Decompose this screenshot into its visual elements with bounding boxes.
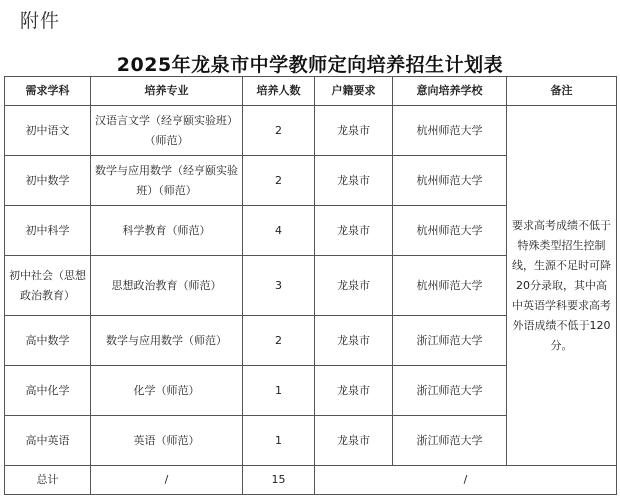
total-rest: /: [315, 466, 617, 495]
header-hukou: 户籍要求: [315, 77, 393, 106]
attachment-label: 附件: [20, 10, 61, 32]
cell-subject: 高中英语: [5, 416, 91, 466]
cell-subject: 初中科学: [5, 206, 91, 256]
cell-count: 4: [243, 206, 315, 256]
cell-hukou: 龙泉市: [315, 256, 393, 316]
cell-major: 数学与应用数学（师范）: [91, 316, 243, 366]
cell-school: 杭州师范大学: [393, 106, 507, 156]
cell-school: 杭州师范大学: [393, 206, 507, 256]
table-row: [5, 106, 617, 156]
cell-major: 数学与应用数学（经亨颐实验班）（师范）: [91, 156, 243, 206]
cell-count: 3: [243, 256, 315, 316]
total-major: /: [91, 466, 243, 495]
cell-count: 2: [243, 316, 315, 366]
cell-school: 浙江师范大学: [393, 416, 507, 466]
cell-count: 1: [243, 416, 315, 466]
header-note: 备注: [507, 77, 617, 106]
cell-subject: 高中数学: [5, 316, 91, 366]
total-label: 总计: [5, 466, 91, 495]
cell-hukou: 龙泉市: [315, 106, 393, 156]
enrollment-plan-table: [4, 76, 617, 495]
cell-school: 杭州师范大学: [393, 156, 507, 206]
cell-hukou: 龙泉市: [315, 416, 393, 466]
cell-major: 化学（师范）: [91, 366, 243, 416]
cell-subject: 初中语文: [5, 106, 91, 156]
cell-school: 浙江师范大学: [393, 366, 507, 416]
table-header-row: [5, 77, 617, 106]
cell-subject: 高中化学: [5, 366, 91, 416]
cell-count: 1: [243, 366, 315, 416]
header-count: 培养人数: [243, 77, 315, 106]
cell-hukou: 龙泉市: [315, 316, 393, 366]
cell-subject: 初中社会（思想政治教育）: [5, 256, 91, 316]
cell-count: 2: [243, 106, 315, 156]
header-school: 意向培养学校: [393, 77, 507, 106]
header-subject: 需求学科: [5, 77, 91, 106]
cell-major: 英语（师范）: [91, 416, 243, 466]
cell-hukou: 龙泉市: [315, 206, 393, 256]
cell-hukou: 龙泉市: [315, 366, 393, 416]
cell-major: 汉语言文学（经亨颐实验班）（师范）: [91, 106, 243, 156]
cell-note: 要求高考成绩不低于特殊类型招生控制线，生源不足时可降20分录取，其中高中英语学科要求高考外语成绩不低于120分。: [507, 106, 617, 466]
total-row: [5, 466, 617, 495]
cell-school: 浙江师范大学: [393, 316, 507, 366]
cell-count: 2: [243, 156, 315, 206]
header-major: 培养专业: [91, 77, 243, 106]
cell-subject: 初中数学: [5, 156, 91, 206]
cell-school: 杭州师范大学: [393, 256, 507, 316]
cell-hukou: 龙泉市: [315, 156, 393, 206]
cell-major: 科学教育（师范）: [91, 206, 243, 256]
cell-major: 思想政治教育（师范）: [91, 256, 243, 316]
document-title: 2025年龙泉市中学教师定向培养招生计划表: [116, 54, 504, 76]
total-count: 15: [243, 466, 315, 495]
